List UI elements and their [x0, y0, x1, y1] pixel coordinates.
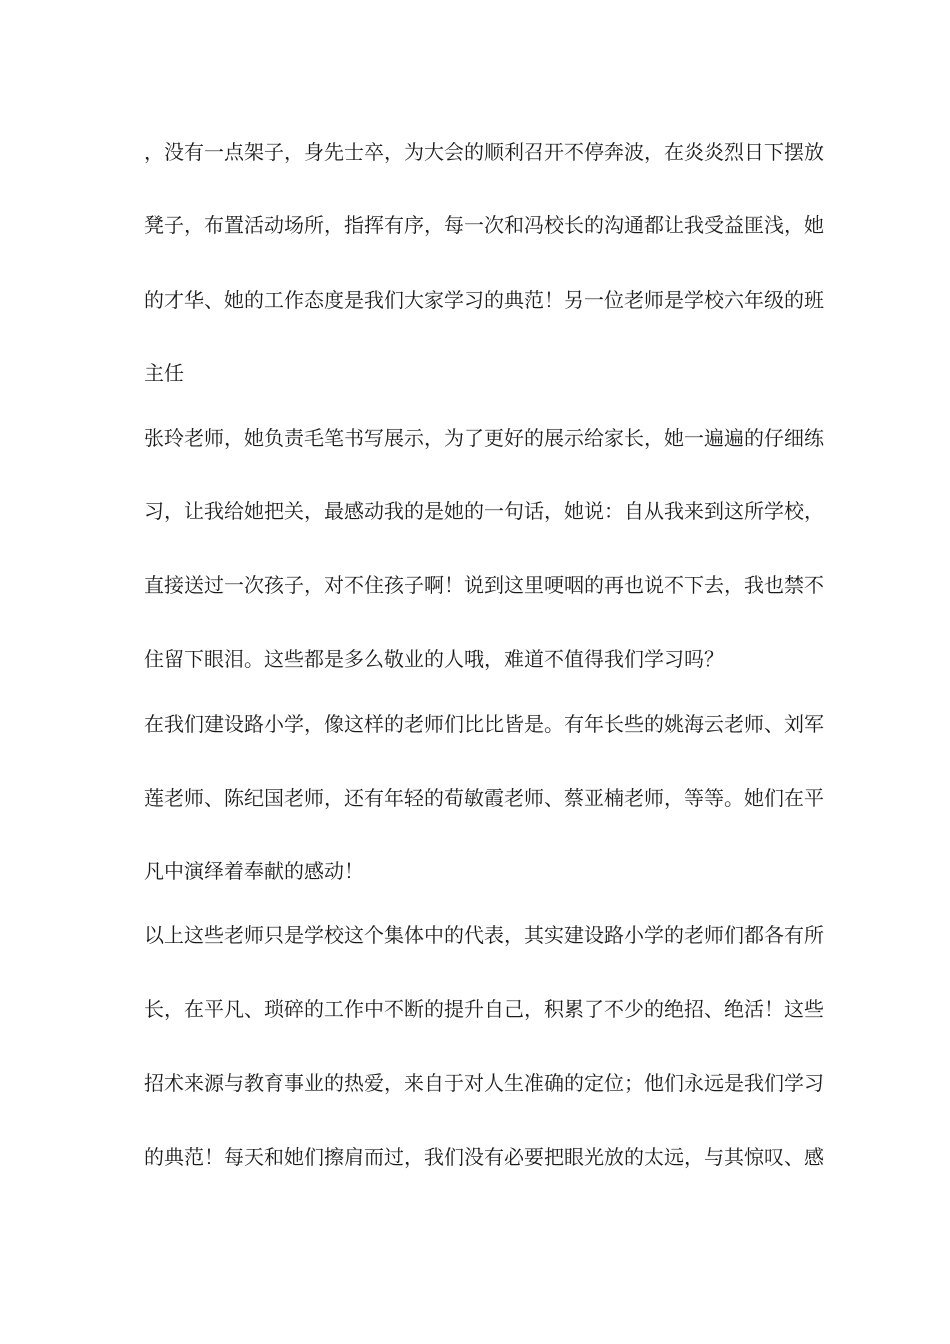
text-line: 住留下眼泪。这些都是多么敬业的人哦，难道不值得我们学习吗？ [144, 647, 724, 671]
text-line: 主任 [144, 361, 184, 385]
text-line: 凡中演绎着奉献的感动！ [144, 859, 364, 883]
text-line: 以上这些老师只是学校这个集体中的代表，其实建设路小学的老师们都各有所 [144, 923, 824, 947]
text-line: 直接送过一次孩子，对不住孩子啊！说到这里哽咽的再也说不下去，我也禁不 [144, 573, 824, 597]
text-line: 张玲老师，她负责毛笔书写展示，为了更好的展示给家长，她一遍遍的仔细练 [144, 426, 824, 450]
text-line: 的典范！每天和她们擦肩而过，我们没有必要把眼光放的太远，与其惊叹、感 [144, 1145, 824, 1169]
text-line: 凳子，布置活动场所，指挥有序，每一次和冯校长的沟通都让我受益匪浅，她 [144, 213, 824, 237]
text-line: 长，在平凡、琐碎的工作中不断的提升自己，积累了不少的绝招、绝活！这些 [144, 997, 824, 1021]
text-line: 招术来源与教育事业的热爱，来自于对人生准确的定位；他们永远是我们学习 [144, 1071, 824, 1095]
text-line: 莲老师、陈纪国老师，还有年轻的荀敏霞老师、蔡亚楠老师，等等。她们在平 [144, 786, 824, 810]
text-line: 的才华、她的工作态度是我们大家学习的典范！另一位老师是学校六年级的班 [144, 288, 824, 312]
text-line: ，没有一点架子，身先士卒，为大会的顺利召开不停奔波，在炎炎烈日下摆放 [144, 140, 824, 164]
text-line: 在我们建设路小学，像这样的老师们比比皆是。有年长些的姚海云老师、刘军 [144, 712, 824, 736]
text-line: 习，让我给她把关，最感动我的是她的一句话，她说：自从我来到这所学校， [144, 499, 824, 523]
